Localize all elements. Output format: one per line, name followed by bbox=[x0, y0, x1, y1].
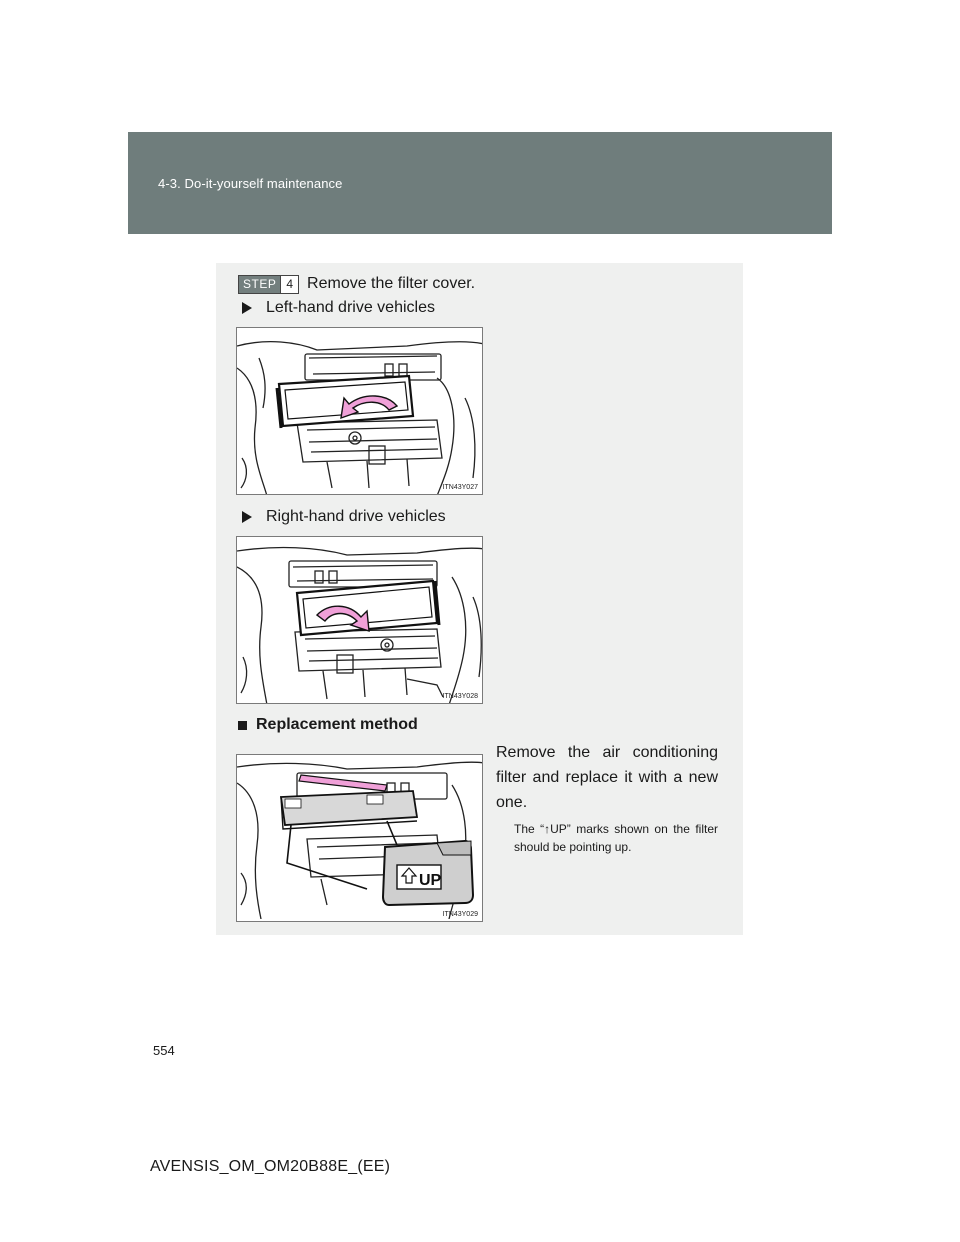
filter-cover-lhd-drawing bbox=[237, 328, 483, 495]
step-badge-number: 4 bbox=[280, 276, 298, 293]
page-number: 554 bbox=[153, 1043, 175, 1058]
content-panel bbox=[216, 263, 743, 935]
illustration-replacement bbox=[236, 754, 483, 922]
figure-code: ITN43Y028 bbox=[442, 693, 478, 700]
filter-replacement-drawing bbox=[237, 755, 483, 919]
filter-cover-rhd-drawing bbox=[237, 537, 483, 704]
subsection-label: Right-hand drive vehicles bbox=[266, 508, 446, 525]
subsection-label: Left-hand drive vehicles bbox=[266, 299, 435, 316]
step-text: Remove the filter cover. bbox=[307, 275, 476, 292]
illustration-left-hand-drive bbox=[236, 327, 483, 495]
replacement-note: The “↑UP” marks shown on the filter should be pointing up. bbox=[514, 822, 718, 854]
step-badge-label: STEP bbox=[239, 276, 280, 293]
up-mark-label: UP bbox=[419, 872, 442, 889]
illustration-right-hand-drive bbox=[236, 536, 483, 704]
figure-code: ITN43Y029 bbox=[442, 911, 478, 918]
replacement-heading-text: Replacement method bbox=[256, 716, 418, 733]
subsection-right-hand-drive bbox=[242, 508, 446, 526]
step-instruction bbox=[238, 273, 475, 295]
replacement-body: Remove the air conditioning filter and replace it with a new one. bbox=[496, 744, 718, 811]
triangle-bullet-icon bbox=[242, 511, 252, 523]
document-code: AVENSIS_OM_OM20B88E_(EE) bbox=[150, 1158, 391, 1175]
square-bullet-icon bbox=[238, 721, 247, 730]
subsection-left-hand-drive bbox=[242, 299, 435, 317]
section-header-bar bbox=[128, 132, 832, 234]
step-badge bbox=[238, 275, 299, 294]
replacement-heading bbox=[238, 716, 418, 734]
section-title: 4-3. Do-it-yourself maintenance bbox=[158, 176, 343, 191]
triangle-bullet-icon bbox=[242, 302, 252, 314]
figure-code: ITN43Y027 bbox=[442, 484, 478, 491]
